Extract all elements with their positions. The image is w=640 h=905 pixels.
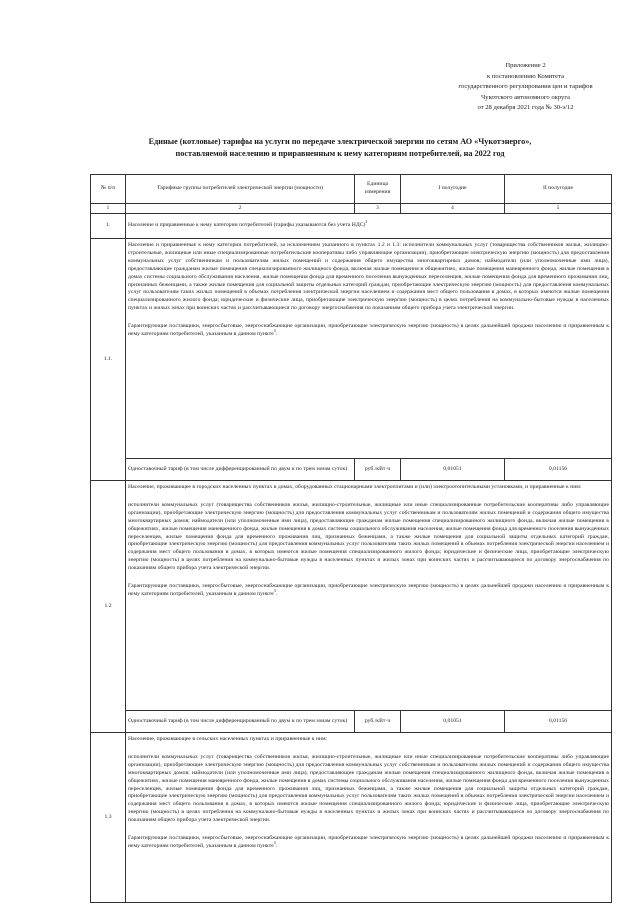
row-1-3-num: 1.3 xyxy=(91,733,126,903)
row-1-1-description xyxy=(126,239,612,459)
header-unit: Единица измерения xyxy=(355,175,401,204)
footnote-mark: 2 xyxy=(365,219,368,225)
column-number: 4 xyxy=(401,204,505,214)
column-number: 3 xyxy=(355,204,401,214)
approval-resolution: к постановлению Комитета xyxy=(487,72,564,80)
section-1-label: Население и приравненные к нему категории потребителей (тарифы указываются без учета НДС) xyxy=(128,222,366,229)
document-title xyxy=(80,136,600,159)
row-1-1-tariff xyxy=(91,459,612,481)
column-number-row xyxy=(91,204,612,214)
header-num: № п/п xyxy=(91,175,126,204)
header-first-half: I полугодие xyxy=(401,175,505,204)
row-1-1-tariff-label: Одноставочный тариф (в том числе дифференцированный по двум и по трем зонам суток) xyxy=(126,459,355,481)
approval-block xyxy=(418,61,633,114)
header-second-half: II полугодие xyxy=(505,175,612,204)
row-1-2-tariff-label: Одноставочный тариф (в том числе дифференцированный по двум и по трем зонам суток) xyxy=(126,711,355,733)
approval-region: Чукотского автономного округа xyxy=(481,93,570,101)
row-1-2-second-half: 0,01156 xyxy=(505,711,612,733)
row-1-3-para-1: исполнители коммунальных услуг (товарищества собственников жилья, жилищно-строительные, жилищные или иные специализированные потребительские кооперативы либо управляющие организации), приобретающие электрическую энергию (мощность) для предоставления коммунальных услуг собственникам и пользователям жилых помещений и содержания общего имущества многоквартирных домов; наймодатели (или уполномоченные ими лица), предоставляющие гражданам жилые помещения специализированного жилищного фонда, включая жилые помещения в общежитиях, жилые помещения маневренного фонда, жилые помещения в домах системы социального обслуживания населения, жилые помещения фонда для временного поселения вынужденных переселенцев, жилые помещения фонда для временного проживания лиц, признанных беженцами, а также жилые помещения для социальной защиты отдельных категорий граждан, приобретающие электрическую энергию (мощность) для предоставления коммунальных услуг пользователям таких жилых помещений в объемах потребления электрической энергии населением и содержания мест общего пользования в домах, в которых имеются жилые помещения специализированного жилого фонда; юридические и физические лица, приобретающие электрическую энергию (мощность) в целях потребления на коммунально-бытовые нужды в населенных пунктах и жилых зонах при воинских частях и рассчитывающиеся по договору энергоснабжения по показаниям общего прибора учета электрической энергии. xyxy=(128,753,609,824)
column-number: 2 xyxy=(126,204,355,214)
row-1-2-first-half: 0,01051 xyxy=(401,711,505,733)
title-line-1: Единые (котловые) тарифы на услуги по передаче электрической энергии по сетям АО «Чукотэнерго», xyxy=(148,137,532,146)
row-1-1-unit: руб./кВт·ч xyxy=(355,459,401,481)
footnote-mark: 3 xyxy=(273,328,276,334)
row-1-1 xyxy=(91,239,612,459)
tariff-table xyxy=(90,174,612,903)
row-1-1-second-half: 0,01156 xyxy=(505,459,612,481)
table-header-row xyxy=(91,175,612,204)
row-1-1-para-1: Население и приравненные к нему категории потребителей, за исключением указанного в пунктах 1.2 и 1.3: исполнители коммунальных услуг (товарищества собственников жилья, жилищно-строительные, жилищные или иные специализированные потребительские кооперативы либо управляющие организации), приобретающие электрическую энергию (мощность) для предоставления коммунальных услуг собственникам и пользователям жилых помещений и содержания общего имущества многоквартирных домов; наймодатели (или уполномоченные ими лица), предоставляющие гражданам жилые помещения специализированного жилищного фонда, включая жилые помещения в общежитиях, жилые помещения маневренного фонда, жилые помещения в домах системы социального обслуживания населения, жилые помещения фонда для временного поселения вынужденных переселенцев, жилые помещения фонда для временного проживания лиц, признанных беженцами, а также жилые помещения для социальной защиты отдельных категорий граждан, приобретающие электрическую энергию (мощность) для предоставления коммунальных услуг пользователям таких жилых помещений в объемах потребления электрической энергии населением и содержания мест общего пользования в домах, в которых имеются жилые помещения специализированного жилого фонда; юридические и физические лица, приобретающие электрическую энергию (мощность) в целях потребления на коммунально-бытовые нужды в населенных пунктах и жилых зонах при воинских частях и рассчитывающиеся по договору энергоснабжения по показаниям общего прибора учета электрической энергии. xyxy=(128,242,609,312)
section-1-row xyxy=(91,214,612,239)
column-number: 1 xyxy=(91,204,126,214)
row-1-2-tariff xyxy=(91,711,612,733)
row-1-3-para-0: Население, проживающее в сельских населенных пунктах и приравненные к ним: xyxy=(128,736,328,742)
title-line-2: поставляемой населению и приравненным к нему категориям потребителей, на 2022 год xyxy=(175,148,505,158)
row-1-1-para-2-text: Гарантирующие поставщики, энергосбытовые, энергоснабжающие организации, приобретающие электрическую энергию (мощность) в целях дальнейшей продажи населению и приравненным к нему категориям потребителей, указанным в данном пункте xyxy=(128,323,609,338)
footnote-mark: 3 xyxy=(273,588,276,594)
row-1-3-para-2-text: Гарантирующие поставщики, энергосбытовые, энергоснабжающие организации, приобретающие электрическую энергию (мощность) в целях дальнейшей продажи населению и приравненным к нему категориям потребителей, указанным в данном пункте xyxy=(128,835,609,849)
column-number: 5 xyxy=(505,204,612,214)
row-1-2-unit: руб./кВт·ч xyxy=(355,711,401,733)
row-1-2-num: 1.2 xyxy=(91,481,126,733)
footnote-mark: 3 xyxy=(273,840,276,846)
row-1-2-para-2-text: Гарантирующие поставщики, энергосбытовые, энергоснабжающие организации, приобретающие электрическую энергию (мощность) в целях дальнейшей продажи населению и приравненным к нему категориям потребителей, указанным в данном пункте xyxy=(128,583,609,597)
row-1-2-para-0: Население, проживающее в городских населенных пунктах в домах, оборудованных стационарными электроплитами и (или) электроотопительными установками, и приравненные к ним: xyxy=(128,484,582,490)
approval-date: от 28 декабря 2021 года № 30-э/12 xyxy=(477,104,574,111)
row-1-2-para-1: исполнители коммунальных услуг (товарищества собственников жилья, жилищно-строительные, жилищные или иные специализированные потребительские кооперативы либо управляющие организации), приобретающие электрическую энергию (мощность) для предоставления коммунальных услуг собственникам и пользователям жилых помещений и содержания общего имущества многоквартирных домов; наймодатели (или уполномоченные ими лица), предоставляющие гражданам жилые помещения специализированного жилищного фонда, включая жилые помещения в общежитиях, жилые помещения маневренного фонда, жилые помещения в домах системы социального обслуживания населения, жилые помещения фонда для временного поселения вынужденных переселенцев, жилые помещения фонда для временного проживания лиц, признанных беженцами, а также жилые помещения для социальной защиты отдельных категорий граждан, приобретающие электрическую энергию (мощность) для предоставления коммунальных услуг пользователям таких жилых помещений в объемах потребления электрической энергии населением и содержания мест общего пользования в домах, в которых имеются жилые помещения специализированного жилого фонда; юридические и физические лица, приобретающие электрическую энергию (мощность) в целях потребления на коммунально-бытовые нужды в населенных пунктах и жилых зонах при воинских частях и рассчитывающиеся по договору энергоснабжения по показаниям общего прибора учета электрической энергии. xyxy=(128,501,609,572)
row-1-2-description xyxy=(126,481,612,711)
header-group: Тарифные группы потребителей электрической энергии (мощности) xyxy=(126,175,355,204)
approval-appendix: Приложение 2 xyxy=(505,62,546,69)
row-1-1-num: 1.1. xyxy=(91,239,126,481)
section-1-text xyxy=(126,214,612,239)
approval-committee: государственного регулирования цен и тарифов xyxy=(458,83,593,90)
row-1-3-description xyxy=(126,733,612,903)
row-1-1-para-2: Гарантирующие поставщики, энергосбытовые, энергоснабжающие организации, приобретающие электрическую энергию (мощность) в целях дальнейшей продажи населению и приравненным к нему категориям потребителей, указанным в данном пункте$^3$. xyxy=(128,323,609,338)
row-1-2 xyxy=(91,481,612,711)
row-1-3 xyxy=(91,733,612,903)
row-1-2-para-2: Гарантирующие поставщики, энергосбытовые, энергоснабжающие организации, приобретающие электрическую энергию (мощность) в целях дальнейшей продажи населению и приравненным к нему категориям потребителей, указанным в данном пункте$^3$. xyxy=(128,583,609,597)
row-1-3-para-2: Гарантирующие поставщики, энергосбытовые, энергоснабжающие организации, приобретающие электрическую энергию (мощность) в целях дальнейшей продажи населению и приравненным к нему категориям потребителей, указанным в данном пункте$^3$. xyxy=(128,835,609,849)
row-1-1-first-half: 0,01051 xyxy=(401,459,505,481)
section-1-num: 1. xyxy=(91,214,126,239)
